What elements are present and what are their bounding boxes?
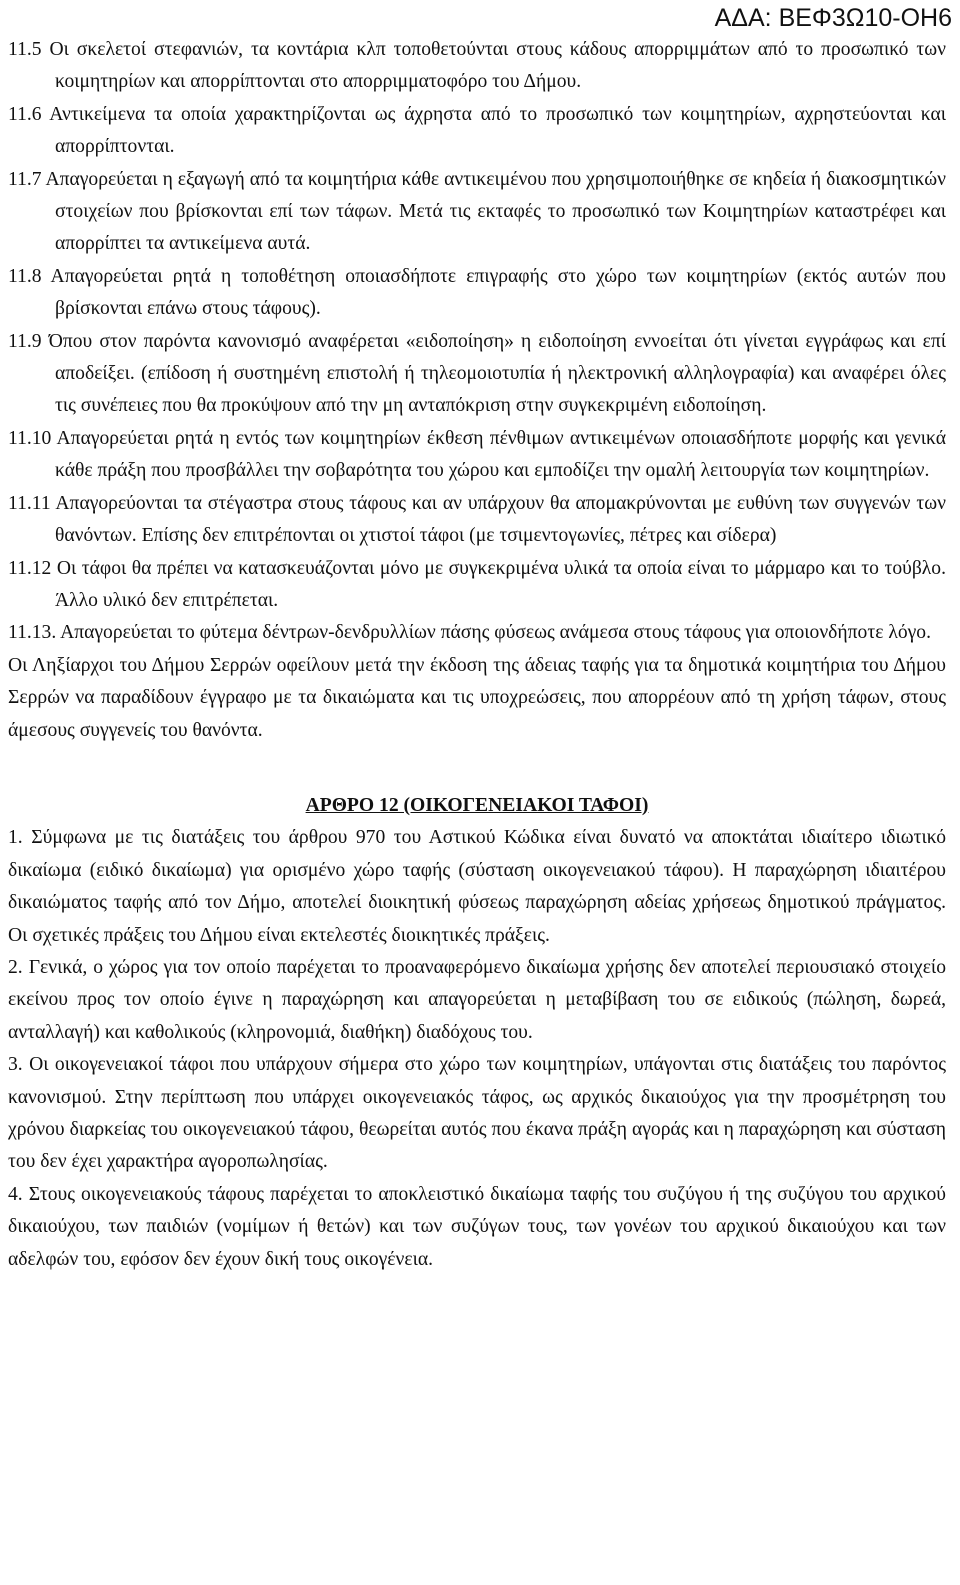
article-12-paragraph-1: 1. Σύμφωνα με τις διατάξεις του άρθρου 970 του Αστικού Κώδικα είναι δυνατό να αποκτάται ιδιαίτερο ιδιωτικό δικαίωμα (ειδικό δικαίωμα) για ορισμένο χώρο ταφής (σύσταση οικογενειακού τάφου). Η παραχώρηση ιδιαιτέρου δικαιώματος ταφής από τον Δήμο, αποτελεί διοικητική φύσεως παραχώρηση αδείας χρήσεως δημοτικού πράγματος. Οι σχετικές πράξεις του Δήμου είναι εκτελεστές διοικητικές πράξεις.	[8, 827, 946, 946]
section-11-13: 11.13. Απαγορεύεται το φύτεμα δέντρων-δενδρυλλίων πάσης φύσεως ανάμεσα στους τάφους για οποιονδήποτε λόγο.	[8, 622, 931, 644]
closing-paragraph: Οι Ληξίαρχοι του Δήμου Σερρών οφείλουν μετά την έκδοση της άδειας ταφής για τα δημοτικά κοιμητήρια του Δήμου Σερρών να παραδίδουν έγγραφο με τα δικαιώματα και τις υποχρεώσεις, που απορρέουν από τη χρήση τάφων, στους άμεσους συγγενείς του θανόντα.	[8, 654, 946, 741]
article-12-paragraph-2: 2. Γενικά, ο χώρος για τον οποίο παρέχεται το προαναφερόμενο δικαίωμα χρήσης δεν αποτελεί περιουσιακό στοιχείο εκείνου προς τον οποίο έγινε η παραχώρηση και απαγορεύεται η μεταβίβαση του σε ειδικούς (πώληση, δωρεά, ανταλλαγή) και καθολικούς (κληρονομιά, διαθήκη) διαδόχους του.	[8, 956, 946, 1043]
document-body	[8, 34, 946, 1276]
section-11-6: 11.6 Αντικείμενα τα οποία χαρακτηρίζονται ως άχρηστα από το προσωπικό των κοιμητηρίων, αχρηστεύονται και απορρίπτονται.	[8, 103, 946, 158]
section-gap	[8, 747, 946, 790]
section-11-5: 11.5 Οι σκελετοί στεφανιών, τα κοντάρια κλπ τοποθετούνται στους κάδους απορριμμάτων από το προσωπικό των κοιμητηρίων και απορρίπτονται στο απορριμματοφόρο του Δήμου.	[8, 39, 946, 93]
section-11-12: 11.12 Οι τάφοι θα πρέπει να κατασκευάζονται μόνο με συγκεκριμένα υλικά τα οποία είναι το μάρμαρο και το τούβλο. Άλλο υλικό δεν επιτρέπεται.	[8, 557, 946, 611]
article-12-title: ΑΡΘΡΟ 12 (ΟΙΚΟΓΕΝΕΙΑΚΟΙ ΤΑΦΟΙ)	[305, 794, 649, 816]
section-11-8: 11.8 Απαγορεύεται ρητά η τοποθέτηση οποιασδήποτε επιγραφής στο χώρο των κοιμητηρίων (εκτός αυτών που βρίσκονται επάνω στους τάφους).	[8, 265, 946, 320]
section-11-11: 11.11 Απαγορεύονται τα στέγαστρα στους τάφους και αν υπάρχουν θα απομακρύνονται με ευθύνη των συγγενών των θανόντων. Επίσης δεν επιτρέπονται οι χτιστοί τάφοι (με τσιμεντογωνίες, πέτρες και σίδερα)	[8, 492, 946, 547]
section-11-9: 11.9 Όπου στον παρόντα κανονισμό αναφέρεται «ειδοποίηση» η ειδοποίηση εννοείται ότι γίνεται εγγράφως και επί αποδείξει. (επίδοση ή συστημένη επιστολή ή τηλεομοιοτυπία ή ηλεκτρονική αλληλογραφία) και αναφέρει όλες τις συνέπειες που θα προκύψουν από την μη ανταπόκριση στην συγκεκριμένη ειδοποίηση.	[8, 330, 946, 417]
article-12-paragraph-3: 3. Οι οικογενειακοί τάφοι που υπάρχουν σήμερα στο χώρο των κοιμητηρίων, υπάγονται στις διατάξεις του παρόντος κανονισμού. Στην περίπτωση που υπάρχει οικογενειακός τάφος, ως αρχικός δικαιούχος για την προσμέτρηση του χρόνου διαρκείας του οικογενειακού τάφου, θεωρείται αυτός που έκανα πράξη αγοράς και η παραχώρηση και σύσταση του δεν έχει χαρακτήρα αγοροπωλησίας.	[8, 1054, 946, 1173]
section-11-7: 11.7 Απαγορεύεται η εξαγωγή από τα κοιμητήρια κάθε αντικειμένου που χρησιμοποιήθηκε σε κηδεία ή διακοσμητικών στοιχείων που βρίσκονται επί των τάφων. Μετά τις εκταφές το προσωπικό των Κοιμητηρίων καταστρέφει και απορρίπτει τα αντικείμενα αυτά.	[8, 168, 946, 255]
ada-header: ΑΔΑ: ΒΕΦ3Ω10-ΟΗ6	[714, 4, 952, 32]
section-11-10: 11.10 Απαγορεύεται ρητά η εντός των κοιμητηρίων έκθεση πένθιμων αντικειμένων οποιασδήποτε μορφής και γενικά κάθε πράξη που προσβάλλει την σοβαρότητα του χώρου και εμποδίζει την ομαλή λειτουργία των κοιμητηρίων.	[8, 427, 946, 482]
article-12-paragraph-4: 4. Στους οικογενειακούς τάφους παρέχεται το αποκλειστικό δικαίωμα ταφής του συζύγου ή της συζύγου του αρχικού δικαιούχου, των παιδιών (νομίμων ή θετών) και των συζύγων τους, των γονέων του αρχικού δικαιούχου και των αδελφών του, εφόσον δεν έχουν δική τους οικογένεια.	[8, 1183, 946, 1270]
